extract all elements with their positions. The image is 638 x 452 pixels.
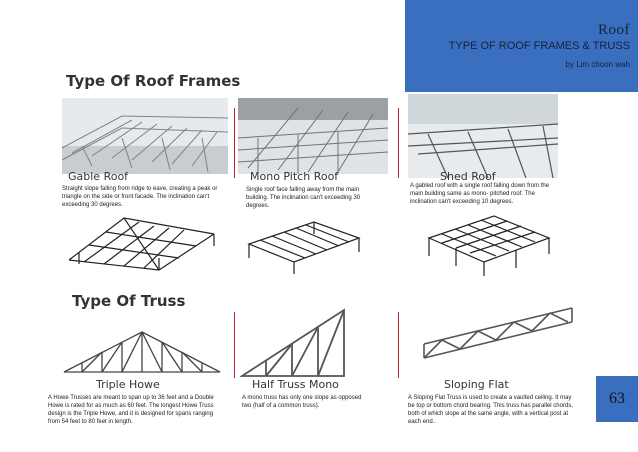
separator-line	[234, 108, 235, 178]
gable-roof-description: Straight slope falling from ridge to eave, creating a peak or triangle on the side or front facade. The inclination can't exceeding 30 degrees.	[62, 186, 218, 208]
half-truss-mono-description: A mono truss has only one slope as opposed two (half of a common truss).	[242, 395, 362, 409]
author-line: by Lim choon wah	[565, 60, 630, 69]
separator-line	[398, 312, 399, 378]
separator-line	[398, 108, 399, 178]
shed-roof-frame-drawing	[424, 210, 554, 276]
shed-roof-description: A gabled roof with a single roof falling down from the main building same as mono- pitched roof. The inclination can't exceeding 10 degrees.	[410, 183, 550, 205]
page-title: Roof	[598, 22, 630, 38]
sloping-flat-caption: Sloping Flat	[444, 378, 509, 391]
gable-roof-photo	[62, 98, 228, 174]
mono-pitch-roof-description: Single roof face falling away from the main building. The inclination can't exceeding 30 degrees.	[246, 187, 361, 209]
gable-roof-caption: Gable Roof	[68, 170, 129, 183]
page-number-badge	[596, 376, 638, 422]
page-number: 63	[609, 390, 625, 407]
triple-howe-truss-drawing	[62, 326, 222, 378]
triple-howe-description: A Howe Trusses are meant to span up to 36 feet and a Double Howe is rated for as much as 60 feet. The longest Howe Truss design is the Triple Howe, and it is designed for spans ranging from 54 feet to 80 feet in length.	[48, 395, 214, 425]
header-banner	[405, 0, 638, 92]
separator-line	[234, 312, 235, 378]
half-truss-mono-caption: Half Truss Mono	[252, 378, 339, 391]
shed-roof-photo	[408, 94, 558, 178]
sloping-flat-truss-drawing	[420, 304, 580, 362]
shed-roof-caption: Shed Roof	[440, 170, 496, 183]
mono-pitch-roof-photo	[238, 98, 388, 174]
page-subtitle: TYPE OF ROOF FRAMES & TRUSS	[448, 40, 630, 52]
triple-howe-caption: Triple Howe	[96, 378, 160, 391]
roof-frames-heading: Type Of Roof Frames	[66, 72, 241, 90]
truss-heading: Type Of Truss	[72, 292, 186, 310]
sloping-flat-description: A Sloping Flat Truss is used to create a vaulted ceiling. It may be top or bottom chord bearing. This truss has parallel chords, both of which slope at the same angle, with a vertical post at each end..	[408, 395, 573, 425]
mono-pitch-roof-caption: Mono Pitch Roof	[250, 170, 339, 183]
mono-pitch-frame-drawing	[244, 214, 364, 274]
half-truss-mono-drawing	[240, 306, 352, 380]
gable-roof-frame-drawing	[64, 212, 224, 272]
